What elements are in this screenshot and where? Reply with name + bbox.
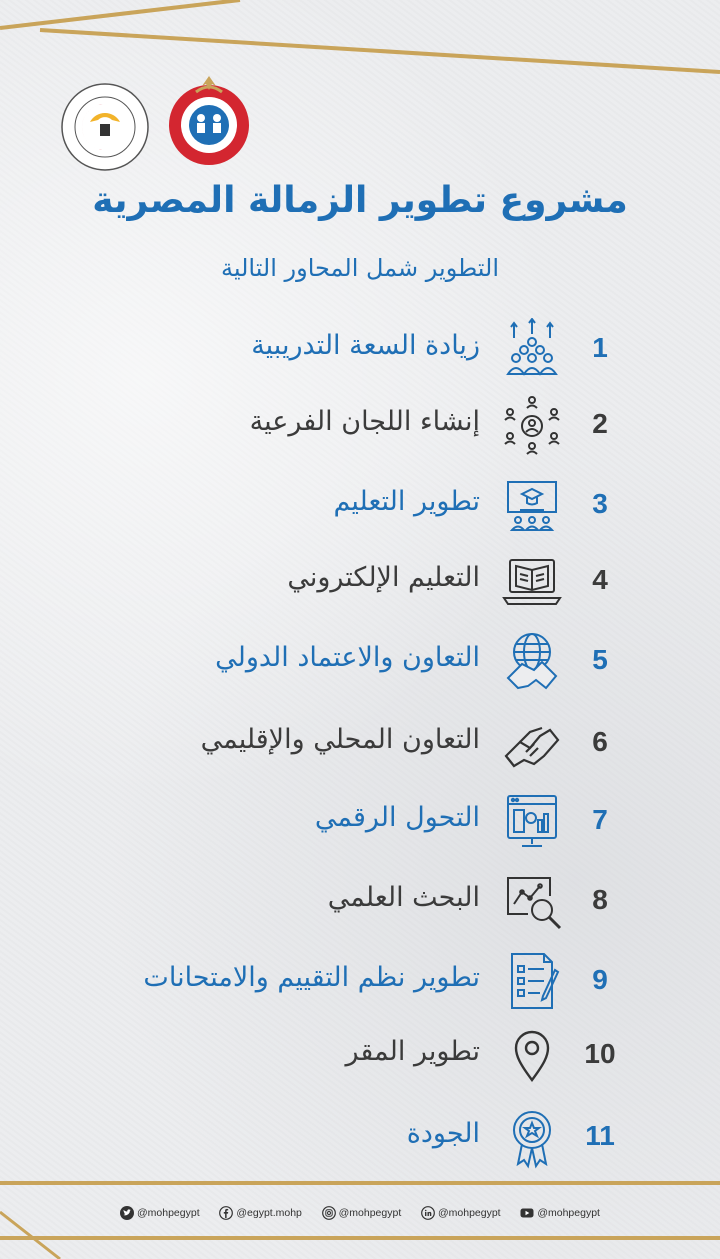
item-label: تطوير التعليم (333, 486, 480, 517)
item-number: 10 (584, 1038, 616, 1069)
logos (60, 72, 260, 172)
item-number: 11 (585, 1120, 615, 1151)
list-item (0, 1024, 720, 1088)
item-label: التحول الرقمي (314, 802, 480, 833)
facebook-icon (219, 1206, 233, 1220)
handshake-icon (500, 712, 564, 776)
item-label: التعاون المحلي والإقليمي (200, 724, 480, 755)
item-label: الجودة (406, 1118, 480, 1149)
item-number: 2 (592, 408, 608, 439)
location-pin-icon (500, 1024, 564, 1088)
list-item (0, 550, 720, 614)
facebook-handle: @egypt.mohp (236, 1207, 302, 1219)
globe-handshake-icon (500, 630, 564, 694)
twitter-handle: @mohpegypt (137, 1207, 200, 1219)
linkedin-link[interactable] (421, 1206, 501, 1220)
youtube-link[interactable] (520, 1206, 600, 1220)
item-number: 1 (592, 332, 608, 363)
item-number: 8 (592, 884, 608, 915)
item-label: إنشاء اللجان الفرعية (249, 406, 480, 437)
page-subtitle: التطوير شمل المحاور التالية (220, 254, 500, 282)
list-item (0, 1106, 720, 1170)
item-label: التعاون والاعتماد الدولي (215, 642, 480, 673)
list-item (0, 318, 720, 382)
item-number: 7 (592, 804, 608, 835)
item-number: 4 (592, 564, 608, 595)
list-item (0, 474, 720, 538)
list-item (0, 394, 720, 458)
research-magnifier-icon (500, 870, 564, 934)
social-footer (120, 1203, 600, 1223)
list-item (0, 870, 720, 934)
item-label: البحث العلمي (327, 882, 480, 913)
linkedin-handle: @mohpegypt (437, 1207, 501, 1219)
classroom-icon (500, 474, 564, 538)
twitter-icon (120, 1206, 134, 1220)
youtube-icon (520, 1206, 534, 1220)
item-label: التعليم الإلكتروني (287, 562, 480, 593)
list-item (0, 790, 720, 854)
item-label: تطوير نظم التقييم والامتحانات (143, 962, 480, 993)
list-item (0, 950, 720, 1014)
facebook-link[interactable] (219, 1206, 302, 1220)
page-title: مشروع تطوير الزمالة المصرية (92, 180, 628, 221)
item-number: 3 (592, 488, 608, 519)
item-label: تطوير المقر (345, 1036, 480, 1067)
checklist-icon (500, 950, 564, 1014)
quality-badge-icon (500, 1106, 564, 1170)
list-item (0, 712, 720, 776)
committee-network-icon (500, 394, 564, 458)
youtube-handle: @mohpegypt (537, 1207, 600, 1219)
instagram-handle: @mohpegypt (338, 1207, 402, 1219)
ministry-of-health-logo (166, 72, 252, 168)
item-number: 6 (592, 726, 608, 757)
egyptian-fellowship-seal-logo (60, 82, 150, 172)
instagram-link[interactable] (322, 1206, 402, 1220)
item-number: 5 (592, 644, 608, 675)
twitter-link[interactable] (120, 1206, 200, 1220)
item-number: 9 (592, 964, 608, 995)
crowd-growth-icon (500, 318, 564, 382)
laptop-book-icon (500, 550, 564, 614)
instagram-icon (322, 1206, 336, 1220)
linkedin-icon (421, 1206, 435, 1220)
item-label: زيادة السعة التدريبية (251, 330, 480, 361)
list-item (0, 630, 720, 694)
digital-monitor-icon (500, 790, 564, 854)
